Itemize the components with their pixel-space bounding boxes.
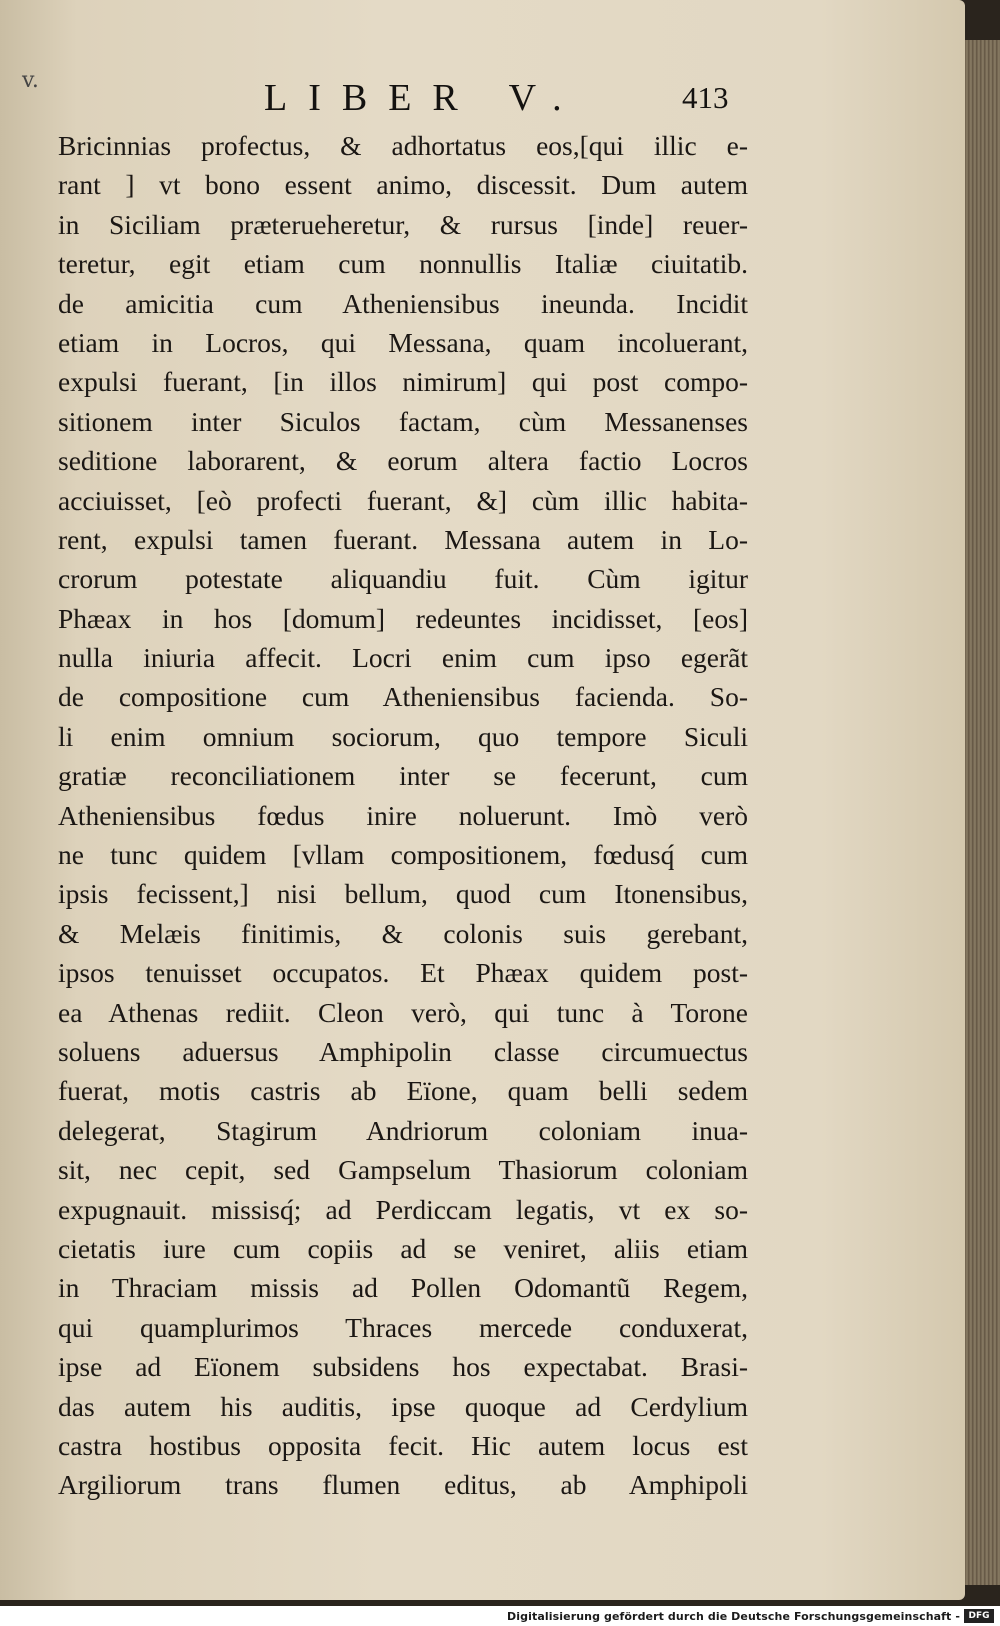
footer-bar xyxy=(0,1606,1000,1626)
text-line: expulsi fuerant, [in illos nimirum] qui post compo- xyxy=(58,366,748,398)
text-line: Phæax in hos [domum] redeuntes incidisset, [eos] xyxy=(58,602,748,634)
page-number: 413 xyxy=(682,80,729,115)
running-head-title: LIBER V. xyxy=(264,77,583,119)
text-line: nulla iniuria affecit. Locri enim cum ipso egerãt xyxy=(58,642,748,674)
text-line: li enim omnium sociorum, quo tempore Siculi xyxy=(58,720,748,752)
footer-credit: Digitalisierung gefördert durch die Deutsche Forschungsgemeinschaft - xyxy=(507,1610,960,1623)
dfg-logo: DFG xyxy=(964,1609,994,1623)
text-line: rent, expulsi tamen fuerant. Messana autem in Lo- xyxy=(58,523,748,555)
text-line: cietatis iure cum copiis ad se veniret, aliis etiam xyxy=(58,1232,748,1264)
text-line: de amicitia cum Atheniensibus ineunda. Incidit xyxy=(58,287,748,319)
text-line: ipsis fecissent,] nisi bellum, quod cum Itonensibus, xyxy=(58,878,748,910)
text-line: Bricinnias profectus, & adhortatus eos,[qui illic e- xyxy=(58,130,748,161)
text-line: seditione laborarent, & eorum altera factio Locros xyxy=(58,445,748,477)
text-line: in Thraciam missis ad Pollen Odomantũ Regem, xyxy=(58,1272,748,1304)
text-line: das autem his auditis, ipse quoque ad Cerdylium xyxy=(58,1390,748,1422)
text-line: Argiliorum trans flumen editus, ab Amphipoli xyxy=(58,1469,748,1501)
text-line: expugnauit. missisq́; ad Perdiccam legatis, vt ex so- xyxy=(58,1193,748,1225)
text-line: in Siciliam præterueheretur, & rursus [inde] reuer- xyxy=(58,208,748,240)
text-line: ne tunc quidem [vllam compositionem, fœdusq́ cum xyxy=(58,839,748,871)
text-block xyxy=(58,126,748,1505)
text-line: delegerat, Stagirum Andriorum coloniam inua- xyxy=(58,1114,748,1146)
book-fore-edge xyxy=(965,40,1000,1585)
text-line: gratiæ reconciliationem inter se fecerunt, cum xyxy=(58,760,748,792)
margin-mark: v. xyxy=(22,68,39,93)
text-line: rant ] vt bono essent animo, discessit. Dum autem xyxy=(58,169,748,201)
text-line: ipse ad Eïonem subsidens hos expectabat. Brasi- xyxy=(58,1351,748,1383)
text-line: qui quamplurimos Thraces mercede conduxerat, xyxy=(58,1311,748,1343)
text-line: crorum potestate aliquandiu fuit. Cùm igitur xyxy=(58,563,748,595)
text-line: sitionem inter Siculos factam, cùm Messanenses xyxy=(58,405,748,437)
running-head xyxy=(0,76,965,119)
text-line: castra hostibus opposita fecit. Hic autem locus est xyxy=(58,1429,748,1461)
text-line: acciuisset, [eò profecti fuerant, &] cùm illic habita- xyxy=(58,484,748,516)
text-line: sit, nec cepit, sed Gampselum Thasiorum coloniam xyxy=(58,1154,748,1186)
text-line: teretur, egit etiam cum nonnullis Italiæ ciuitatib. xyxy=(58,248,748,280)
text-line: fuerat, motis castris ab Eïone, quam belli sedem xyxy=(58,1075,748,1107)
text-line: ea Athenas rediit. Cleon verò, qui tunc à Torone xyxy=(58,996,748,1028)
text-line: de compositione cum Atheniensibus facienda. So- xyxy=(58,681,748,713)
text-line: & Melæis finitimis, & colonis suis gerebant, xyxy=(58,917,748,949)
text-line: Atheniensibus fœdus inire noluerunt. Imò verò xyxy=(58,799,748,831)
text-line: soluens aduersus Amphipolin classe circumuectus xyxy=(58,1035,748,1067)
text-line: etiam in Locros, qui Messana, quam incoluerant, xyxy=(58,326,748,358)
text-line: ipsos tenuisset occupatos. Et Phæax quidem post- xyxy=(58,957,748,989)
